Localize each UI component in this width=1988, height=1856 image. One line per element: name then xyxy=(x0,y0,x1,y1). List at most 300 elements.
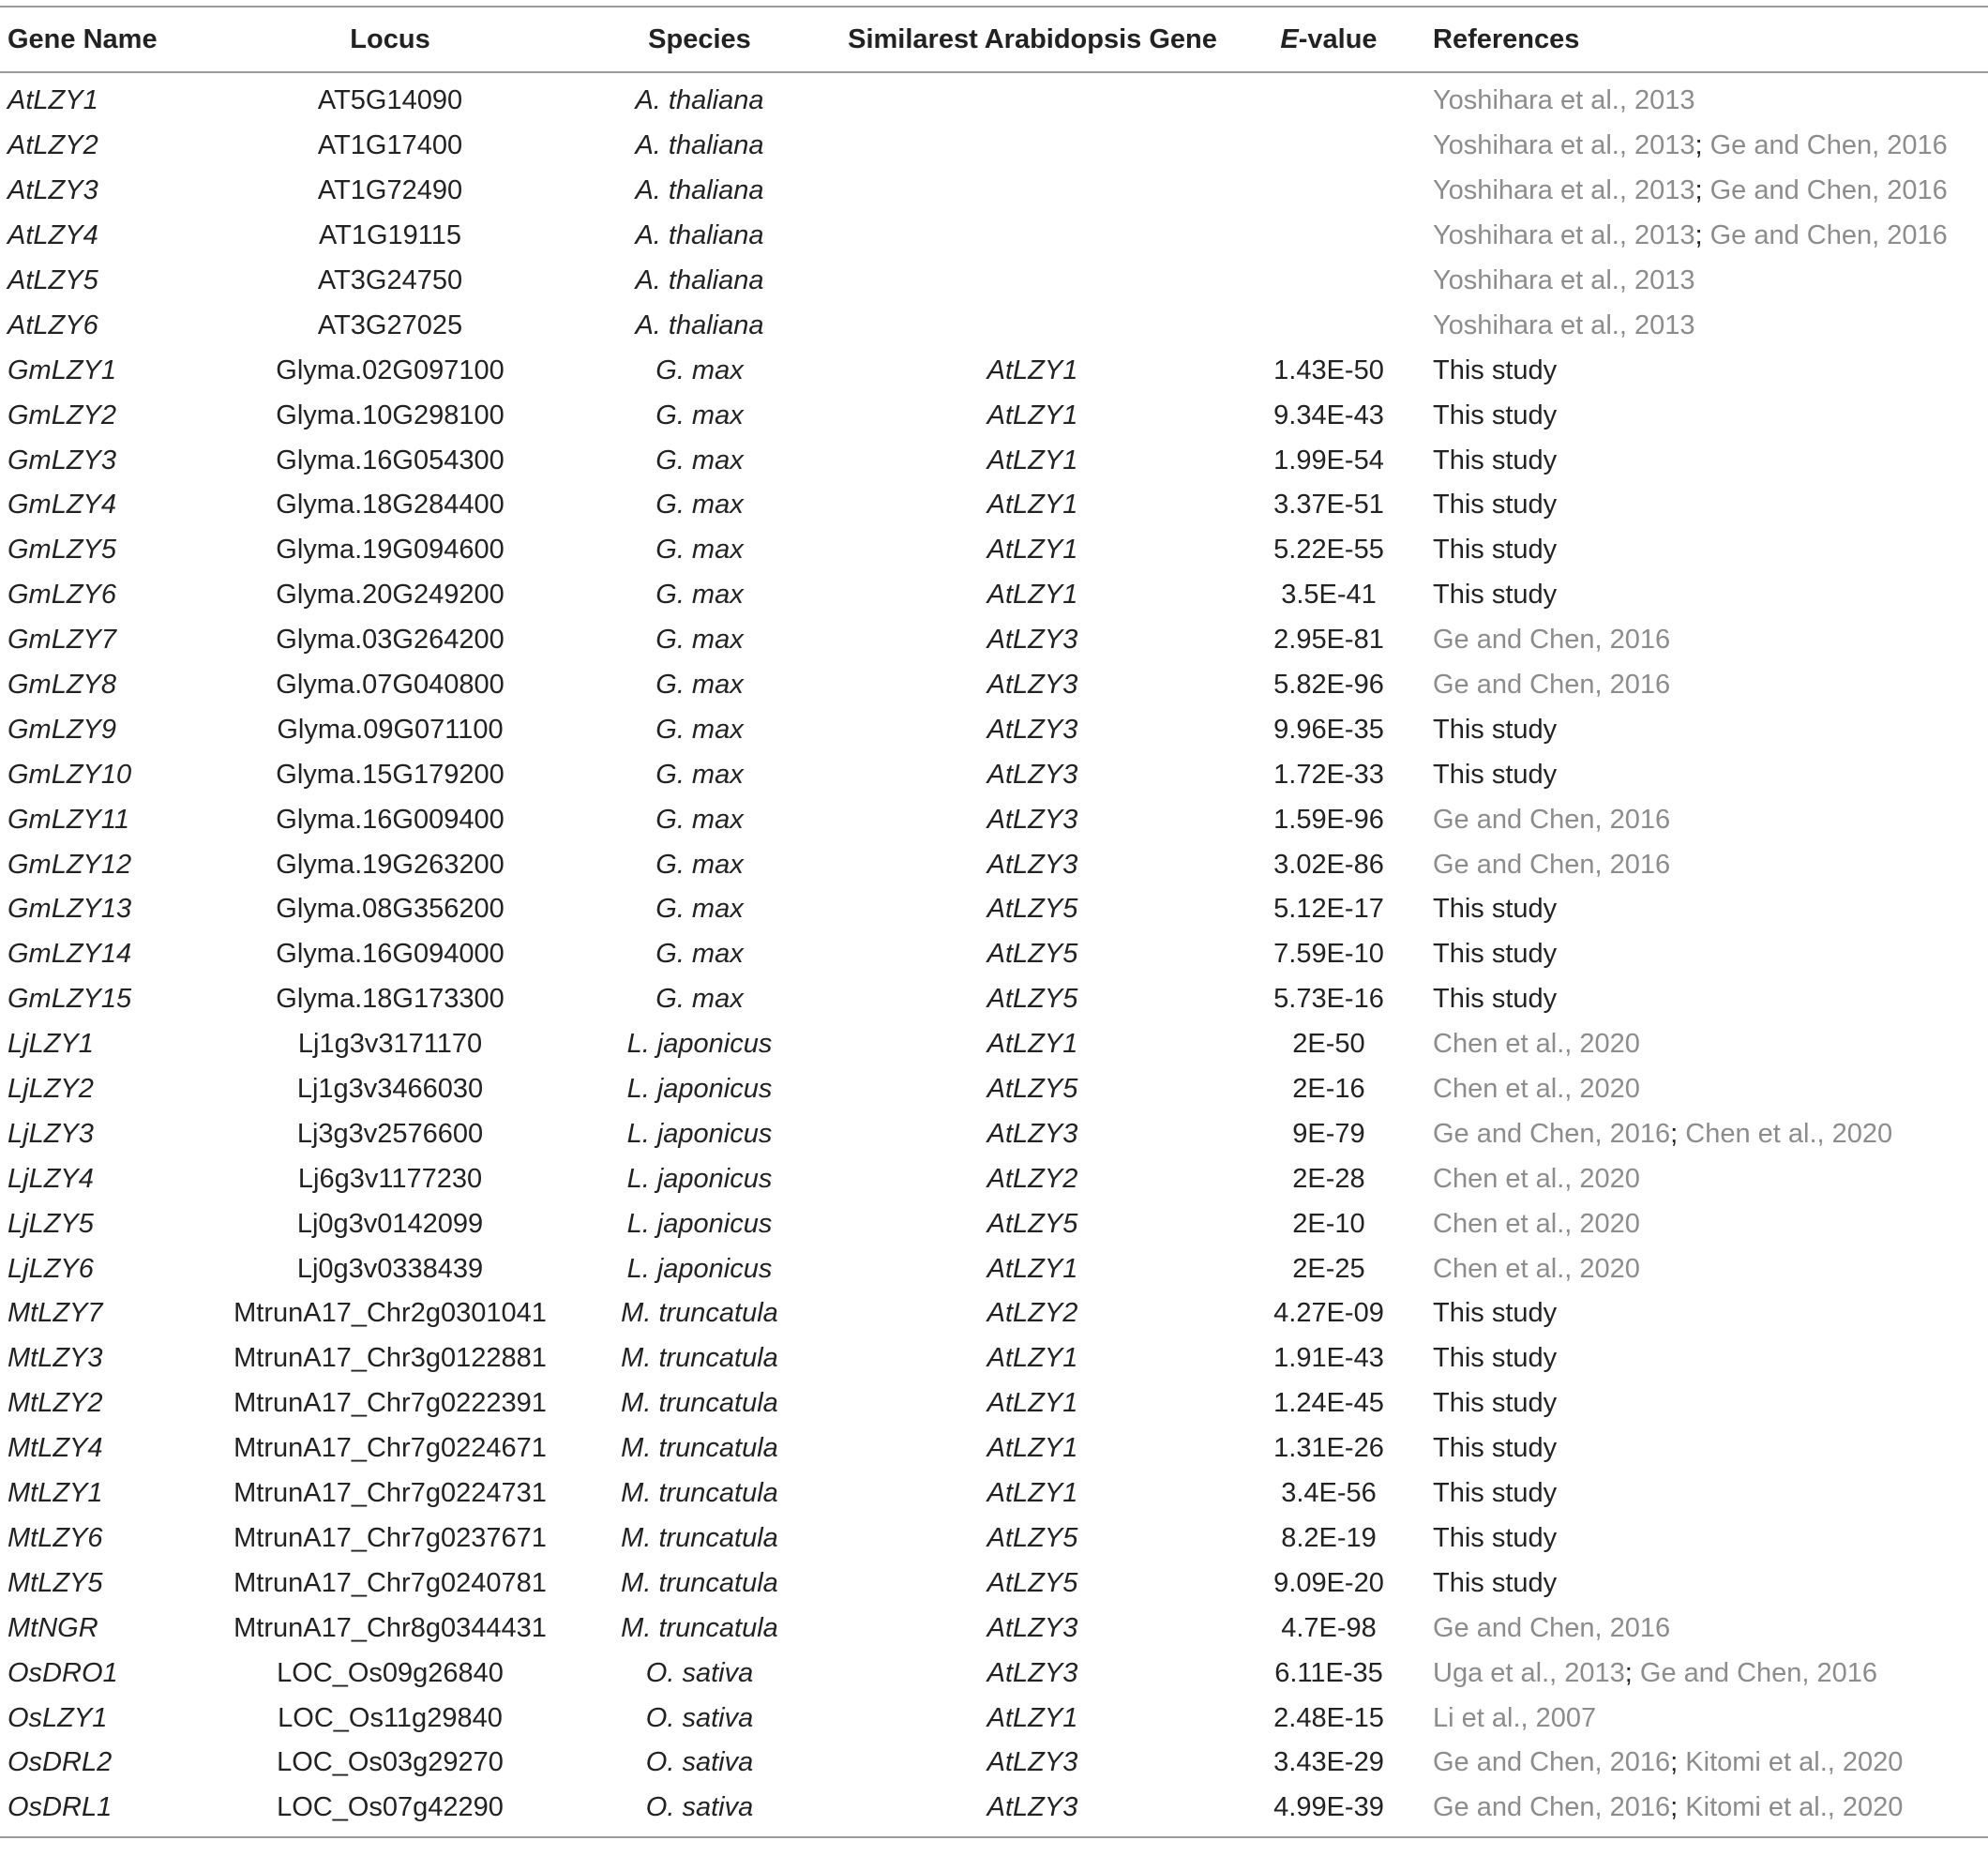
similar-gene-cell: AtLZY5 xyxy=(986,1208,1078,1239)
locus-cell: Glyma.19G094600 xyxy=(276,535,505,566)
similar-gene-cell: AtLZY3 xyxy=(986,1118,1078,1149)
evalue-cell: 4.7E-98 xyxy=(1281,1612,1377,1643)
species-cell: O. sativa xyxy=(645,1747,754,1778)
gene-name-cell: GmLZY9 xyxy=(8,714,117,745)
table-row xyxy=(0,169,1988,214)
reference-link[interactable]: Chen et al., 2020 xyxy=(1433,1163,1640,1194)
table-row xyxy=(0,438,1988,483)
similar-gene-cell: AtLZY5 xyxy=(986,1074,1078,1105)
locus-cell: Glyma.18G173300 xyxy=(276,984,505,1015)
references-cell xyxy=(1433,438,1988,483)
reference-text: This study xyxy=(1433,1567,1558,1598)
evalue-cell: 1.59E-96 xyxy=(1273,804,1384,835)
table-row xyxy=(0,1336,1988,1381)
gene-name-cell: GmLZY15 xyxy=(8,984,132,1015)
table-row xyxy=(0,1022,1988,1067)
references-cell xyxy=(1433,887,1988,932)
species-cell: G. max xyxy=(655,400,744,430)
gene-name-cell: OsDRL2 xyxy=(8,1747,113,1778)
locus-cell: Glyma.19G263200 xyxy=(276,849,505,880)
gene-name-cell: MtLZY4 xyxy=(8,1433,103,1464)
species-cell: L. japonicus xyxy=(626,1118,773,1149)
references-cell xyxy=(1433,1606,1988,1651)
gene-name-cell: GmLZY6 xyxy=(8,580,117,611)
references-cell xyxy=(1433,1246,1988,1291)
references-cell xyxy=(1433,348,1988,393)
evalue-cell: 9E-79 xyxy=(1292,1118,1365,1149)
table-row xyxy=(0,618,1988,663)
table-row xyxy=(0,1741,1988,1786)
evalue-cell xyxy=(1225,303,1433,348)
evalue-cell: 8.2E-19 xyxy=(1281,1522,1377,1553)
reference-text: This study xyxy=(1433,445,1558,475)
similar-gene-cell: AtLZY5 xyxy=(986,1522,1078,1553)
evalue-cell: 1.31E-26 xyxy=(1273,1433,1384,1464)
table-row xyxy=(0,1471,1988,1516)
evalue-cell: 2E-16 xyxy=(1292,1074,1365,1105)
gene-name-cell: LjLZY4 xyxy=(8,1163,94,1194)
references-cell xyxy=(1433,1381,1988,1426)
species-cell: A. thaliana xyxy=(635,175,764,206)
similar-gene-cell: AtLZY3 xyxy=(840,1786,1225,1837)
reference-link[interactable]: Yoshihara et al., 2013 xyxy=(1433,85,1695,116)
gene-name-cell: AtLZY2 xyxy=(8,130,98,161)
reference-link[interactable]: Yoshihara et al., 2013 xyxy=(1433,309,1695,340)
table-row xyxy=(0,303,1988,348)
locus-cell: Glyma.16G054300 xyxy=(276,445,505,475)
evalue-cell: 9.09E-20 xyxy=(1273,1567,1384,1598)
locus-cell: Glyma.09G071100 xyxy=(277,714,504,745)
reference-link[interactable]: Uga et al., 2013 xyxy=(1433,1657,1625,1688)
references-cell xyxy=(1433,303,1988,348)
similar-gene-cell: AtLZY2 xyxy=(986,1163,1078,1194)
gene-name-cell: GmLZY13 xyxy=(8,894,132,925)
similar-gene-cell: AtLZY1 xyxy=(986,535,1078,566)
header-similar-gene: Similarest Arabidopsis Gene xyxy=(840,7,1225,72)
evalue-cell: 1.43E-50 xyxy=(1273,355,1384,385)
species-cell: M. truncatula xyxy=(621,1522,778,1553)
gene-name-cell: MtLZY7 xyxy=(8,1298,103,1329)
references-cell xyxy=(1433,618,1988,663)
gene-name-cell: GmLZY3 xyxy=(8,445,117,475)
similar-gene-cell: AtLZY2 xyxy=(986,1298,1078,1329)
locus-cell: Glyma.16G094000 xyxy=(276,939,505,970)
locus-cell: AT3G27025 xyxy=(317,309,463,340)
gene-name-cell: GmLZY10 xyxy=(8,759,132,790)
similar-gene-cell: AtLZY1 xyxy=(986,1029,1078,1060)
evalue-cell: 1.99E-54 xyxy=(1273,445,1384,475)
evalue-cell: 1.24E-45 xyxy=(1273,1388,1384,1419)
evalue-cell: 4.99E-39 xyxy=(1225,1786,1433,1837)
table-row xyxy=(0,483,1988,528)
table-row xyxy=(0,1651,1988,1696)
gene-name-cell: OsLZY1 xyxy=(8,1702,108,1733)
references-cell xyxy=(1433,1741,1988,1786)
evalue-cell xyxy=(1225,124,1433,169)
reference-link[interactable]: Ge and Chen, 2016 xyxy=(1433,1612,1671,1643)
reference-text: This study xyxy=(1433,490,1558,521)
gene-name-cell: GmLZY4 xyxy=(8,490,117,521)
reference-separator: ; xyxy=(1670,1792,1686,1823)
species-cell: G. max xyxy=(655,580,744,611)
table-row xyxy=(0,1786,1988,1837)
reference-link[interactable]: Ge and Chen, 2016 xyxy=(1433,625,1671,656)
header-references: References xyxy=(1433,7,1988,72)
header-evalue xyxy=(1225,7,1433,72)
gene-name-cell: GmLZY7 xyxy=(8,625,117,656)
locus-cell: AT5G14090 xyxy=(317,85,463,116)
table-row xyxy=(0,1111,1988,1156)
reference-text: This study xyxy=(1433,1298,1558,1329)
similar-gene-cell: AtLZY1 xyxy=(986,445,1078,475)
reference-text: This study xyxy=(1433,535,1558,566)
species-cell: O. sativa xyxy=(645,1702,754,1733)
reference-text: This study xyxy=(1433,1343,1558,1374)
species-cell: G. max xyxy=(655,849,744,880)
species-cell: L. japonicus xyxy=(626,1029,773,1060)
gene-name-cell: MtLZY2 xyxy=(8,1388,103,1419)
locus-cell: Glyma.03G264200 xyxy=(276,625,505,656)
similar-gene-cell: AtLZY3 xyxy=(986,1657,1078,1688)
evalue-cell: 2E-28 xyxy=(1292,1163,1365,1194)
similar-gene-cell: AtLZY3 xyxy=(986,759,1078,790)
locus-cell: MtrunA17_Chr7g0240781 xyxy=(233,1567,547,1598)
similar-gene-cell: AtLZY1 xyxy=(986,490,1078,521)
references-cell xyxy=(1433,842,1988,887)
species-cell: M. truncatula xyxy=(621,1433,778,1464)
gene-name-cell: GmLZY12 xyxy=(8,849,132,880)
locus-cell: Glyma.16G009400 xyxy=(276,804,505,835)
table-row xyxy=(0,124,1988,169)
similar-gene-cell xyxy=(840,124,1225,169)
references-cell xyxy=(1433,528,1988,573)
species-cell: G. max xyxy=(655,804,744,835)
reference-text: This study xyxy=(1433,759,1558,790)
header-gene-name: Gene Name xyxy=(0,7,221,72)
reference-text: This study xyxy=(1433,1433,1558,1464)
evalue-cell: 3.37E-51 xyxy=(1273,490,1384,521)
reference-text: This study xyxy=(1433,714,1558,745)
reference-link[interactable]: Chen et al., 2020 xyxy=(1433,1029,1640,1060)
reference-link[interactable]: Yoshihara et al., 2013 xyxy=(1433,175,1695,206)
references-cell xyxy=(1433,259,1988,304)
table-row xyxy=(0,1606,1988,1651)
reference-link[interactable]: Ge and Chen, 2016 xyxy=(1433,849,1671,880)
reference-link[interactable]: Ge and Chen, 2016 xyxy=(1433,1118,1671,1149)
species-cell: M. truncatula xyxy=(621,1478,778,1509)
gene-name-cell: GmLZY11 xyxy=(8,804,130,835)
evalue-cell: 2E-50 xyxy=(1292,1029,1365,1060)
reference-separator: ; xyxy=(1670,1118,1686,1149)
references-cell xyxy=(1433,1786,1988,1837)
species-cell: M. truncatula xyxy=(621,1567,778,1598)
species-cell: G. max xyxy=(655,894,744,925)
table-row xyxy=(0,1561,1988,1606)
species-cell: M. truncatula xyxy=(621,1612,778,1643)
table-row xyxy=(0,797,1988,842)
locus-cell: Lj1g3v3466030 xyxy=(296,1074,484,1105)
gene-name-cell: MtNGR xyxy=(8,1612,98,1643)
gene-name-cell: GmLZY1 xyxy=(8,355,117,385)
similar-gene-cell: AtLZY5 xyxy=(986,939,1078,970)
gene-name-cell: OsDRO1 xyxy=(8,1657,118,1688)
gene-name-cell: AtLZY1 xyxy=(8,85,98,116)
similar-gene-cell: AtLZY3 xyxy=(986,1612,1078,1643)
reference-link[interactable]: Ge and Chen, 2016 xyxy=(1433,670,1671,701)
reference-link[interactable]: Kitomi et al., 2020 xyxy=(1685,1792,1904,1823)
reference-text: This study xyxy=(1433,580,1558,611)
species-cell: M. truncatula xyxy=(621,1343,778,1374)
references-cell xyxy=(1433,214,1988,259)
evalue-cell: 2.48E-15 xyxy=(1273,1702,1384,1733)
header-locus: Locus xyxy=(221,7,559,72)
references-cell xyxy=(1433,752,1988,797)
similar-gene-cell: AtLZY3 xyxy=(986,1747,1078,1778)
similar-gene-cell: AtLZY5 xyxy=(986,1567,1078,1598)
reference-text: This study xyxy=(1433,939,1558,970)
references-cell xyxy=(1433,393,1988,438)
evalue-cell: 1.91E-43 xyxy=(1273,1343,1384,1374)
locus-cell: Glyma.02G097100 xyxy=(276,355,505,385)
header-evalue-italic: E xyxy=(1280,23,1299,54)
gene-name-cell: MtLZY5 xyxy=(8,1567,103,1598)
similar-gene-cell: AtLZY3 xyxy=(986,670,1078,701)
evalue-cell: 9.96E-35 xyxy=(1273,714,1384,745)
reference-link[interactable]: Chen et al., 2020 xyxy=(1685,1118,1893,1149)
locus-cell: Glyma.10G298100 xyxy=(276,400,505,430)
gene-name-cell: LjLZY5 xyxy=(8,1208,94,1239)
evalue-cell xyxy=(1225,259,1433,304)
table-row xyxy=(0,1156,1988,1201)
gene-name-cell: GmLZY2 xyxy=(8,400,117,430)
similar-gene-cell xyxy=(840,303,1225,348)
table-row xyxy=(0,932,1988,977)
species-cell: L. japonicus xyxy=(626,1208,773,1239)
evalue-cell: 2E-10 xyxy=(1292,1208,1365,1239)
similar-gene-cell: AtLZY3 xyxy=(986,714,1078,745)
reference-link[interactable]: Ge and Chen, 2016 xyxy=(1433,1747,1671,1778)
reference-link[interactable]: Kitomi et al., 2020 xyxy=(1685,1747,1904,1778)
similar-gene-cell: AtLZY1 xyxy=(986,355,1078,385)
species-cell: L. japonicus xyxy=(626,1163,773,1194)
references-cell xyxy=(1433,573,1988,618)
locus-cell: LOC_Os11g29840 xyxy=(278,1702,503,1733)
similar-gene-cell: AtLZY3 xyxy=(986,804,1078,835)
locus-cell: MtrunA17_Chr7g0224731 xyxy=(233,1478,547,1509)
similar-gene-cell xyxy=(840,169,1225,214)
gene-name-cell: LjLZY1 xyxy=(8,1029,94,1060)
references-cell xyxy=(1433,1651,1988,1696)
evalue-cell: 2E-25 xyxy=(1292,1253,1365,1284)
locus-cell: Glyma.07G040800 xyxy=(276,670,505,701)
evalue-cell: 2.95E-81 xyxy=(1273,625,1384,656)
locus-cell: Lj0g3v0142099 xyxy=(296,1208,484,1239)
locus-cell: Lj0g3v0338439 xyxy=(296,1253,484,1284)
table-row xyxy=(0,528,1988,573)
table-body xyxy=(0,72,1988,1837)
locus-cell: Lj3g3v2576600 xyxy=(296,1118,484,1149)
references-cell xyxy=(1433,1067,1988,1112)
references-cell xyxy=(1433,483,1988,528)
similar-gene-cell: AtLZY1 xyxy=(986,1253,1078,1284)
species-cell: G. max xyxy=(655,759,744,790)
locus-cell: MtrunA17_Chr8g0344431 xyxy=(233,1612,547,1643)
species-cell: A. thaliana xyxy=(635,220,764,251)
species-cell: G. max xyxy=(655,625,744,656)
reference-link[interactable]: Li et al., 2007 xyxy=(1433,1702,1597,1733)
references-cell xyxy=(1433,1291,1988,1336)
table-row xyxy=(0,348,1988,393)
references-cell xyxy=(1433,1022,1988,1067)
gene-name-cell: GmLZY8 xyxy=(8,670,117,701)
locus-cell: MtrunA17_Chr2g0301041 xyxy=(233,1298,547,1329)
locus-cell: AT3G24750 xyxy=(317,265,463,295)
similar-gene-cell: AtLZY1 xyxy=(986,1433,1078,1464)
reference-link[interactable]: Chen et al., 2020 xyxy=(1433,1253,1640,1284)
species-cell: G. max xyxy=(655,984,744,1015)
reference-link[interactable]: Chen et al., 2020 xyxy=(1433,1074,1640,1105)
evalue-cell: 3.5E-41 xyxy=(1281,580,1377,611)
species-cell: O. sativa xyxy=(645,1657,754,1688)
reference-separator: ; xyxy=(1694,130,1710,161)
gene-name-cell: MtLZY3 xyxy=(8,1343,103,1374)
reference-text: This study xyxy=(1433,1522,1558,1553)
locus-cell: LOC_Os03g29270 xyxy=(277,1747,504,1778)
species-cell: G. max xyxy=(655,535,744,566)
table-row xyxy=(0,1201,1988,1246)
reference-link[interactable]: Ge and Chen, 2016 xyxy=(1709,220,1948,251)
references-cell xyxy=(1433,977,1988,1022)
references-cell xyxy=(1433,932,1988,977)
similar-gene-cell: AtLZY1 xyxy=(986,1702,1078,1733)
species-cell: G. max xyxy=(655,714,744,745)
evalue-cell: 6.11E-35 xyxy=(1274,1657,1383,1688)
table-row xyxy=(0,887,1988,932)
species-cell: G. max xyxy=(655,490,744,521)
similar-gene-cell xyxy=(840,214,1225,259)
reference-text: This study xyxy=(1433,984,1558,1015)
header-species: Species xyxy=(559,7,840,72)
evalue-cell: 3.4E-56 xyxy=(1281,1478,1377,1509)
gene-name-cell: GmLZY14 xyxy=(8,939,132,970)
species-cell: A. thaliana xyxy=(635,130,764,161)
references-cell xyxy=(1433,1561,1988,1606)
gene-name-cell: MtLZY6 xyxy=(8,1522,103,1553)
evalue-cell xyxy=(1225,169,1433,214)
gene-name-cell: GmLZY5 xyxy=(8,535,117,566)
table-row xyxy=(0,1381,1988,1426)
reference-text: This study xyxy=(1433,1388,1558,1419)
evalue-cell: 3.02E-86 xyxy=(1273,849,1384,880)
gene-name-cell: AtLZY6 xyxy=(8,309,98,340)
species-cell: L. japonicus xyxy=(626,1074,773,1105)
table-row xyxy=(0,573,1988,618)
reference-link[interactable]: Yoshihara et al., 2013 xyxy=(1433,130,1695,161)
reference-text: This study xyxy=(1433,894,1558,925)
locus-cell: Lj1g3v3171170 xyxy=(297,1029,483,1060)
gene-name-cell: OsDRL1 xyxy=(0,1786,221,1837)
references-cell xyxy=(1433,797,1988,842)
species-cell: M. truncatula xyxy=(621,1388,778,1419)
table-row xyxy=(0,1426,1988,1471)
similar-gene-cell: AtLZY1 xyxy=(986,580,1078,611)
evalue-cell: 5.73E-16 xyxy=(1273,984,1384,1015)
locus-cell: Glyma.15G179200 xyxy=(276,759,505,790)
table-row xyxy=(0,1246,1988,1291)
evalue-cell: 1.72E-33 xyxy=(1273,759,1384,790)
species-cell: G. max xyxy=(655,445,744,475)
species-cell: G. max xyxy=(655,355,744,385)
references-cell xyxy=(1433,1696,1988,1741)
reference-link[interactable]: Ge and Chen, 2016 xyxy=(1709,130,1948,161)
references-cell xyxy=(1433,169,1988,214)
locus-cell: AT1G19115 xyxy=(318,220,462,251)
references-cell xyxy=(1433,124,1988,169)
evalue-cell: 7.59E-10 xyxy=(1273,939,1384,970)
reference-link[interactable]: Yoshihara et al., 2013 xyxy=(1433,220,1695,251)
reference-text: This study xyxy=(1433,1478,1558,1509)
similar-gene-cell: AtLZY5 xyxy=(986,894,1078,925)
table-row xyxy=(0,752,1988,797)
similar-gene-cell: AtLZY3 xyxy=(986,849,1078,880)
table-row xyxy=(0,1516,1988,1562)
locus-cell: MtrunA17_Chr3g0122881 xyxy=(233,1343,547,1374)
evalue-cell xyxy=(1225,72,1433,124)
species-cell: A. thaliana xyxy=(635,85,764,116)
species-cell: O. sativa xyxy=(559,1786,840,1837)
references-cell xyxy=(1433,1426,1988,1471)
similar-gene-cell: AtLZY1 xyxy=(986,1388,1078,1419)
locus-cell: MtrunA17_Chr7g0237671 xyxy=(233,1522,547,1553)
locus-cell: Lj6g3v1177230 xyxy=(297,1163,483,1194)
references-cell xyxy=(1433,1471,1988,1516)
locus-cell: AT1G17400 xyxy=(317,130,463,161)
references-cell xyxy=(1433,1201,1988,1246)
similar-gene-cell: AtLZY1 xyxy=(986,1478,1078,1509)
reference-link[interactable]: Chen et al., 2020 xyxy=(1433,1208,1640,1239)
table-row xyxy=(0,842,1988,887)
species-cell: A. thaliana xyxy=(635,265,764,295)
table-row xyxy=(0,393,1988,438)
reference-text: This study xyxy=(1433,400,1558,430)
reference-link[interactable]: Ge and Chen, 2016 xyxy=(1639,1657,1878,1688)
species-cell: L. japonicus xyxy=(626,1253,773,1284)
reference-link[interactable]: Ge and Chen, 2016 xyxy=(1709,175,1948,206)
references-cell xyxy=(1433,1111,1988,1156)
evalue-cell: 5.82E-96 xyxy=(1273,670,1384,701)
evalue-cell: 5.12E-17 xyxy=(1273,894,1384,925)
references-cell xyxy=(1433,72,1988,124)
references-cell xyxy=(1433,1516,1988,1562)
evalue-cell: 4.27E-09 xyxy=(1273,1298,1384,1329)
table-row xyxy=(0,1696,1988,1741)
reference-link[interactable]: Yoshihara et al., 2013 xyxy=(1433,265,1695,295)
similar-gene-cell xyxy=(840,259,1225,304)
similar-gene-cell: AtLZY1 xyxy=(986,400,1078,430)
table-row xyxy=(0,259,1988,304)
header-evalue-rest: -value xyxy=(1298,23,1378,54)
reference-link[interactable]: Ge and Chen, 2016 xyxy=(1433,804,1671,835)
similar-gene-cell: AtLZY5 xyxy=(986,984,1078,1015)
reference-separator: ; xyxy=(1624,1657,1640,1688)
table-row xyxy=(0,72,1988,124)
table-row xyxy=(0,1291,1988,1336)
locus-cell: MtrunA17_Chr7g0222391 xyxy=(233,1388,547,1419)
similar-gene-cell: AtLZY3 xyxy=(986,625,1078,656)
gene-table xyxy=(0,6,1988,1838)
species-cell: M. truncatula xyxy=(621,1298,778,1329)
reference-link[interactable]: Ge and Chen, 2016 xyxy=(1433,1792,1671,1823)
